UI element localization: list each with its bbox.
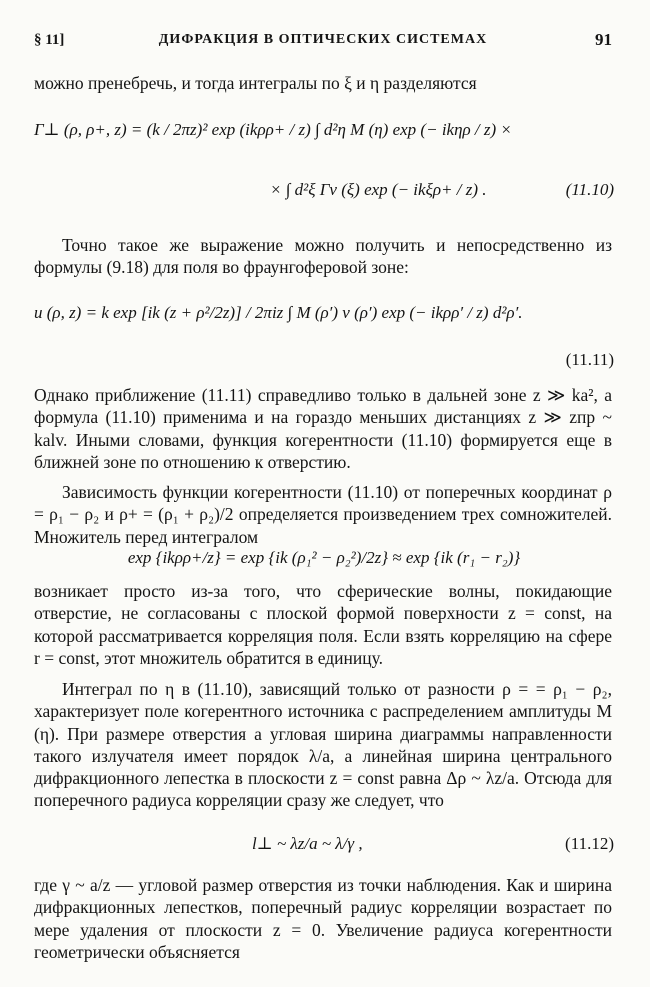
- section-mark: § 11]: [34, 32, 65, 48]
- equation-11-10-line-2-text: × ∫ d²ξ Γv (ξ) exp (− ikξρ+ / z) .: [270, 180, 487, 199]
- paragraph-4: Зависимость функции когерентности (11.10) от поперечных координат ρ = ρ₁ − ρ₂ и ρ+ = (ρ₁ + ρ₂)/2 определяется произведением трех сомножителей. Множитель перед интегралом: [34, 482, 612, 547]
- equation-exp: exp {ikρρ+/z} = exp {ik (ρ₁² − ρ₂²)/2z} ≈ exp {ik (r₁ − r₂)}: [127, 548, 521, 567]
- paragraph-1: можно пренебречь, и тогда интегралы по ξ и η разделяются: [34, 73, 477, 93]
- paragraph-3: Однако приближение (11.11) справедливо только в дальней зоне z ≫ ka², а формула (11.10) применима и на гораздо меньших дистанциях z ≫ zпр ~ kalv. Иными словами, функция когерентности (11.10) формируется еще в ближней зоне по отношению к отверстию.: [34, 385, 612, 472]
- equation-11-10-line-1: Γ⊥ (ρ, ρ+, z) = (k / 2πz)² exp (ikρρ+ / z) ∫ d²η M (η) exp (− ikηρ / z) ×: [34, 120, 512, 139]
- paragraph-6: Интеграл по η в (11.10), зависящий только от разности ρ = = ρ₁ − ρ₂, характеризует поле когерентного источника с распределением амплитуды M (η). При размере отверстия a угловая ширина диаграммы направленности такого излучателя имеет порядок λ/a, а линейная ширина центрального дифракционного лепестка в плоскости z = const равна Δρ ~ λz/a. Отсюда для поперечного радиуса корреляции сразу же следует, что: [34, 679, 612, 811]
- paragraph-5: возникает просто из-за того, что сферические волны, покидающие отверстие, не согласованы с плоской формой поверхности z = const, на которой рассматривается корреляция поля. Если взять корреляцию на сфере r = const, этот множитель обратится в единицу.: [34, 581, 612, 668]
- running-header: [34, 28, 612, 52]
- equation-number-11-12: (11.12): [565, 834, 614, 853]
- running-title: ДИФРАКЦИЯ В ОПТИЧЕСКИХ СИСТЕМАХ: [158, 32, 488, 47]
- equation-11-11: u (ρ, z) = k exp [ik (z + ρ²/2z)] / 2πiz ∫ M (ρ′) v (ρ′) exp (− ikρρ′ / z) d²ρ′.: [34, 303, 523, 322]
- equation-11-12: l⊥ ~ λz/a ~ λ/γ ,: [252, 834, 363, 853]
- paragraph-7: где γ ~ a/z — угловой размер отверстия из точки наблюдения. Как и ширина дифракционных лепестков, поперечный радиус корреляции возрастает по мере удаления от плоскости z = 0. Увеличение радиуса когерентности геометрически объясняется: [34, 875, 612, 962]
- page-number: 91: [595, 30, 612, 49]
- equation-number-11-10: (11.10): [565, 180, 614, 199]
- equation-number-11-11: (11.11): [565, 350, 614, 369]
- equation-11-11-number-row: [34, 350, 614, 372]
- paragraph-2: Точно такое же выражение можно получить и непосредственно из формулы (9.18) для поля во фраунгоферовой зоне:: [34, 235, 612, 278]
- equation-11-10-line-2: [270, 180, 614, 200]
- equation-11-12-row: [34, 834, 614, 860]
